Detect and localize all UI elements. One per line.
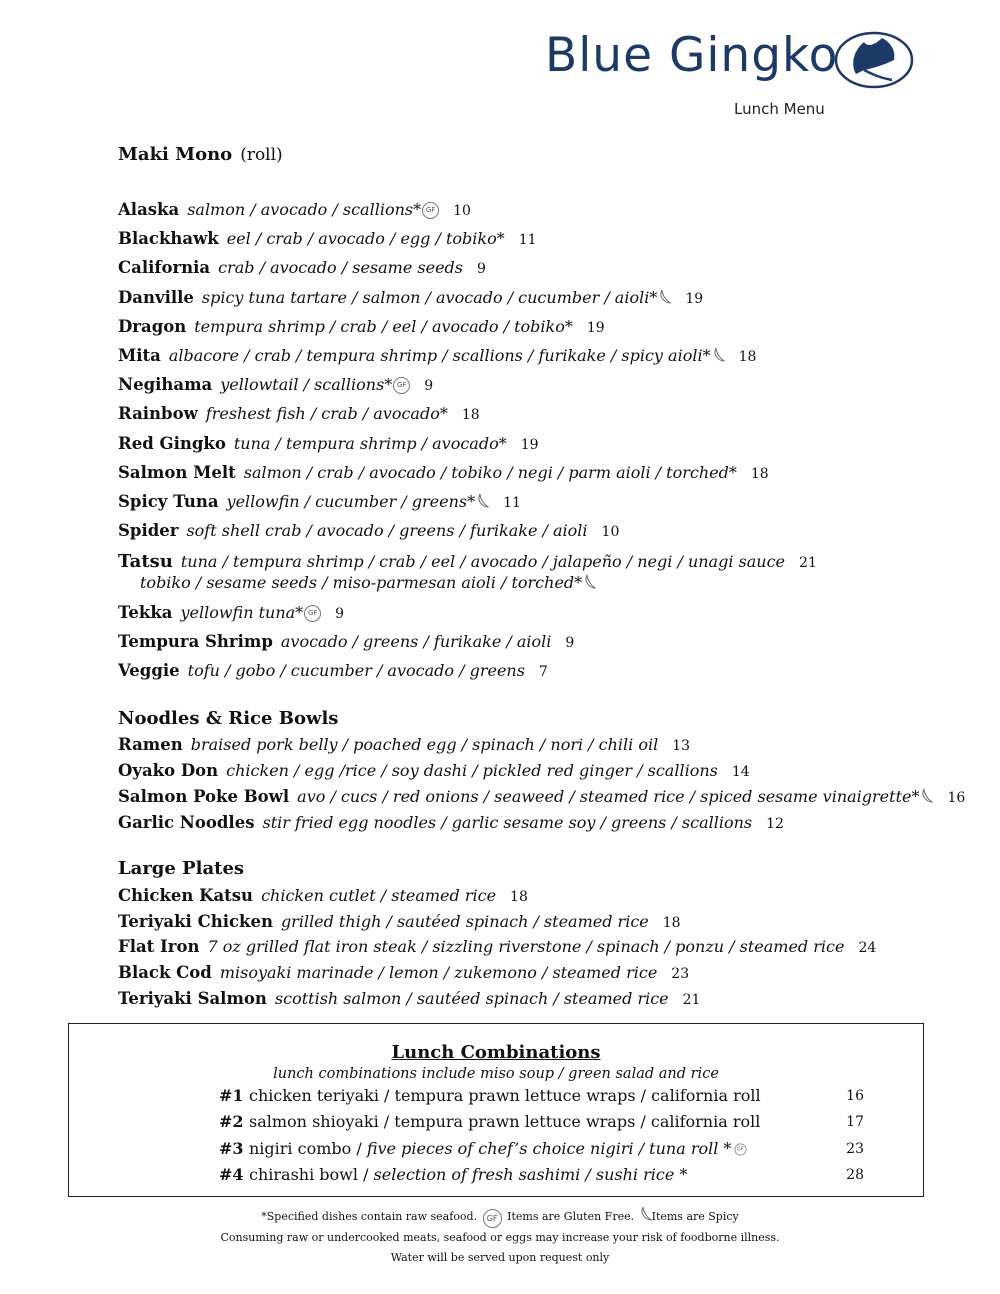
section-title-plates: Large Plates xyxy=(118,858,245,879)
menu-item xyxy=(118,632,574,651)
combo-number: #2 xyxy=(219,1112,244,1131)
menu-item xyxy=(118,404,480,423)
gluten-free-icon: GF xyxy=(422,202,439,219)
menu-item xyxy=(118,229,537,248)
menu-item xyxy=(118,463,769,482)
item-name: Tempura Shrimp xyxy=(118,632,273,651)
item-price: 18 xyxy=(662,915,681,931)
menu-item xyxy=(118,317,605,336)
item-description: tuna / tempura shrimp / avocado* xyxy=(233,434,507,453)
menu-item xyxy=(118,603,344,622)
item-name: Oyako Don xyxy=(118,761,219,780)
menu-item xyxy=(118,989,700,1008)
item-description: avo / cucs / red onions / seaweed / steamed rice / spiced sesame vinaigrette* xyxy=(297,787,920,806)
item-price: 9 xyxy=(476,261,486,277)
menu-item xyxy=(118,551,817,572)
item-price: 19 xyxy=(586,320,605,336)
combo-text: chirashi bowl / xyxy=(249,1165,374,1184)
gluten-free-icon: GF xyxy=(304,605,321,622)
item-description: salmon / crab / avocado / tobiko / negi / parm aioli / torched* xyxy=(243,463,737,482)
item-price: 21 xyxy=(682,992,701,1008)
item-price: 10 xyxy=(601,524,620,540)
item-name: Danville xyxy=(118,288,194,307)
chili-pepper-icon xyxy=(477,493,489,508)
item-description: chicken / egg /rice / soy dashi / pickled red ginger / scallions xyxy=(226,761,718,780)
item-name: Veggie xyxy=(118,661,180,680)
item-description: grilled thigh / sautéed spinach / steamed rice xyxy=(280,912,649,931)
item-name: California xyxy=(118,258,211,277)
item-name: Blackhawk xyxy=(118,229,219,248)
item-description: tempura shrimp / crab / eel / avocado / tobiko* xyxy=(194,317,573,336)
chili-pepper-icon xyxy=(640,1206,652,1221)
brand-name: Blue Gingko xyxy=(545,28,839,83)
combo-text-italic: five pieces of chef’s choice nigiri / tuna roll * xyxy=(366,1139,732,1158)
spicy-note: Items are Spicy xyxy=(651,1210,739,1223)
item-description: 7 oz grilled flat iron steak / sizzling riverstone / spinach / ponzu / steamed rice xyxy=(207,937,845,956)
item-name: Salmon Melt xyxy=(118,463,236,482)
chili-pepper-icon xyxy=(921,788,933,803)
chili-pepper-icon xyxy=(713,347,725,362)
combo-title: Lunch Combinations xyxy=(391,1042,601,1063)
item-name: Dragon xyxy=(118,317,187,336)
combo-text-italic: selection of fresh sashimi / sushi rice * xyxy=(373,1165,688,1184)
combo-number: #3 xyxy=(219,1139,244,1158)
item-name: Red Gingko xyxy=(118,434,226,453)
item-description: chicken cutlet / steamed rice xyxy=(261,886,497,905)
item-name: Spicy Tuna xyxy=(118,492,219,511)
menu-item xyxy=(118,787,965,806)
menu-item xyxy=(118,813,784,832)
item-price: 11 xyxy=(503,495,521,511)
menu-item xyxy=(118,200,471,219)
menu-item xyxy=(118,761,750,780)
item-description: avocado / greens / furikake / aioli xyxy=(280,632,552,651)
gluten-free-icon: GF xyxy=(483,1209,502,1228)
item-description: braised pork belly / poached egg / spinach / nori / chili oil xyxy=(190,735,659,754)
gluten-free-icon: GF xyxy=(393,377,410,394)
item-description: freshest fish / crab / avocado* xyxy=(205,404,448,423)
item-description: misoyaki marinade / lemon / zukemono / steamed rice xyxy=(219,963,658,982)
menu-item xyxy=(118,912,681,931)
combo-number: #1 xyxy=(219,1086,244,1105)
item-price: 9 xyxy=(565,635,575,651)
item-name: Mita xyxy=(118,346,161,365)
item-description: eel / crab / avocado / egg / tobiko* xyxy=(226,229,505,248)
combo-price: 17 xyxy=(846,1114,864,1130)
item-description: tuna / tempura shrimp / crab / eel / avocado / jalapeño / negi / unagi sauce xyxy=(180,552,786,571)
item-name: Tatsu xyxy=(118,551,173,572)
menu-item xyxy=(118,346,756,365)
menu-item xyxy=(118,375,433,394)
item-price: 12 xyxy=(766,816,784,832)
item-description: yellowfin / cucumber / greens* xyxy=(226,492,476,511)
combo-item xyxy=(219,1139,864,1158)
chili-pepper-icon xyxy=(584,574,596,589)
menu-subtitle: Lunch Menu xyxy=(734,100,825,118)
item-price: 13 xyxy=(672,738,691,754)
menu-item xyxy=(118,521,619,540)
item-name: Black Cod xyxy=(118,963,212,982)
combo-number: #4 xyxy=(219,1165,244,1184)
gluten-free-icon: GF xyxy=(735,1144,747,1156)
item-price: 23 xyxy=(671,966,690,982)
item-name: Negihama xyxy=(118,375,213,394)
item-price: 14 xyxy=(731,764,750,780)
foodborne-warning: Consuming raw or undercooked meats, seafood or eggs may increase your risk of foodborne illness. xyxy=(220,1231,780,1244)
item-name: Garlic Noodles xyxy=(118,813,255,832)
item-description: yellowfin tuna* xyxy=(180,603,304,622)
gingko-leaf-icon xyxy=(834,30,914,90)
chili-pepper-icon xyxy=(659,289,671,304)
footer-legend xyxy=(0,1206,1000,1228)
combo-text: salmon shioyaki / tempura prawn lettuce wraps / california roll xyxy=(249,1112,761,1131)
combo-item xyxy=(219,1165,864,1184)
water-note: Water will be served upon request only xyxy=(390,1251,610,1264)
item-description: salmon / avocado / scallions* xyxy=(187,200,422,219)
combo-text: chicken teriyaki / tempura prawn lettuce wraps / california roll xyxy=(249,1086,761,1105)
item-price: 18 xyxy=(750,466,769,482)
section-title-maki: Maki Mono (roll) xyxy=(118,144,283,165)
item-name: Ramen xyxy=(118,735,183,754)
item-description: soft shell crab / avocado / greens / furikake / aioli xyxy=(186,521,588,540)
menu-item xyxy=(118,288,703,307)
item-price: 19 xyxy=(520,437,539,453)
item-description: crab / avocado / sesame seeds xyxy=(218,258,463,277)
item-name: Teriyaki Salmon xyxy=(118,989,267,1008)
item-description: stir fried egg noodles / garlic sesame soy / greens / scallions xyxy=(262,813,753,832)
item-name: Teriyaki Chicken xyxy=(118,912,273,931)
item-description-continued: tobiko / sesame seeds / miso-parmesan aioli / torched* xyxy=(140,573,596,592)
item-price: 16 xyxy=(947,790,966,806)
item-price: 9 xyxy=(424,378,434,394)
item-name: Salmon Poke Bowl xyxy=(118,787,290,806)
item-name: Alaska xyxy=(118,200,180,219)
menu-item xyxy=(118,886,528,905)
menu-item xyxy=(118,492,521,511)
item-name: Flat Iron xyxy=(118,937,200,956)
gluten-free-note: Items are Gluten Free. xyxy=(507,1210,635,1223)
section-title-noodles: Noodles & Rice Bowls xyxy=(118,708,339,729)
item-price: 21 xyxy=(799,555,817,571)
item-name: Chicken Katsu xyxy=(118,886,254,905)
menu-item xyxy=(118,258,486,277)
item-description: spicy tuna tartare / salmon / avocado / cucumber / aioli* xyxy=(201,288,658,307)
combo-price: 23 xyxy=(846,1141,864,1157)
item-price: 10 xyxy=(453,203,471,219)
menu-item xyxy=(118,735,690,754)
item-price: 18 xyxy=(461,407,480,423)
item-price: 7 xyxy=(538,664,548,680)
item-name: Rainbow xyxy=(118,404,198,423)
menu-item xyxy=(118,963,689,982)
combo-item xyxy=(219,1086,864,1105)
item-price: 19 xyxy=(685,291,704,307)
raw-seafood-note: *Specified dishes contain raw seafood. xyxy=(261,1210,478,1223)
section-note: (roll) xyxy=(240,145,283,165)
combo-price: 16 xyxy=(846,1088,864,1104)
item-price: 9 xyxy=(335,606,345,622)
item-description: tofu / gobo / cucumber / avocado / greens xyxy=(187,661,525,680)
combo-price: 28 xyxy=(846,1167,864,1183)
item-name: Tekka xyxy=(118,603,173,622)
lunch-combinations-box xyxy=(68,1023,924,1197)
combo-subtitle: lunch combinations include miso soup / green salad and rice xyxy=(273,1066,719,1082)
menu-item xyxy=(118,434,539,453)
item-price: 11 xyxy=(518,232,537,248)
item-description: yellowtail / scallions* xyxy=(220,375,393,394)
item-name: Spider xyxy=(118,521,179,540)
menu-item xyxy=(118,937,876,956)
item-description: scottish salmon / sautéed spinach / steamed rice xyxy=(274,989,669,1008)
combo-item xyxy=(219,1112,864,1131)
item-price: 18 xyxy=(510,889,528,905)
item-price: 18 xyxy=(738,349,757,365)
menu-item xyxy=(118,661,548,680)
combo-text: nigiri combo / xyxy=(249,1139,367,1158)
item-price: 24 xyxy=(858,940,877,956)
item-description: albacore / crab / tempura shrimp / scallions / furikake / spicy aioli* xyxy=(168,346,711,365)
